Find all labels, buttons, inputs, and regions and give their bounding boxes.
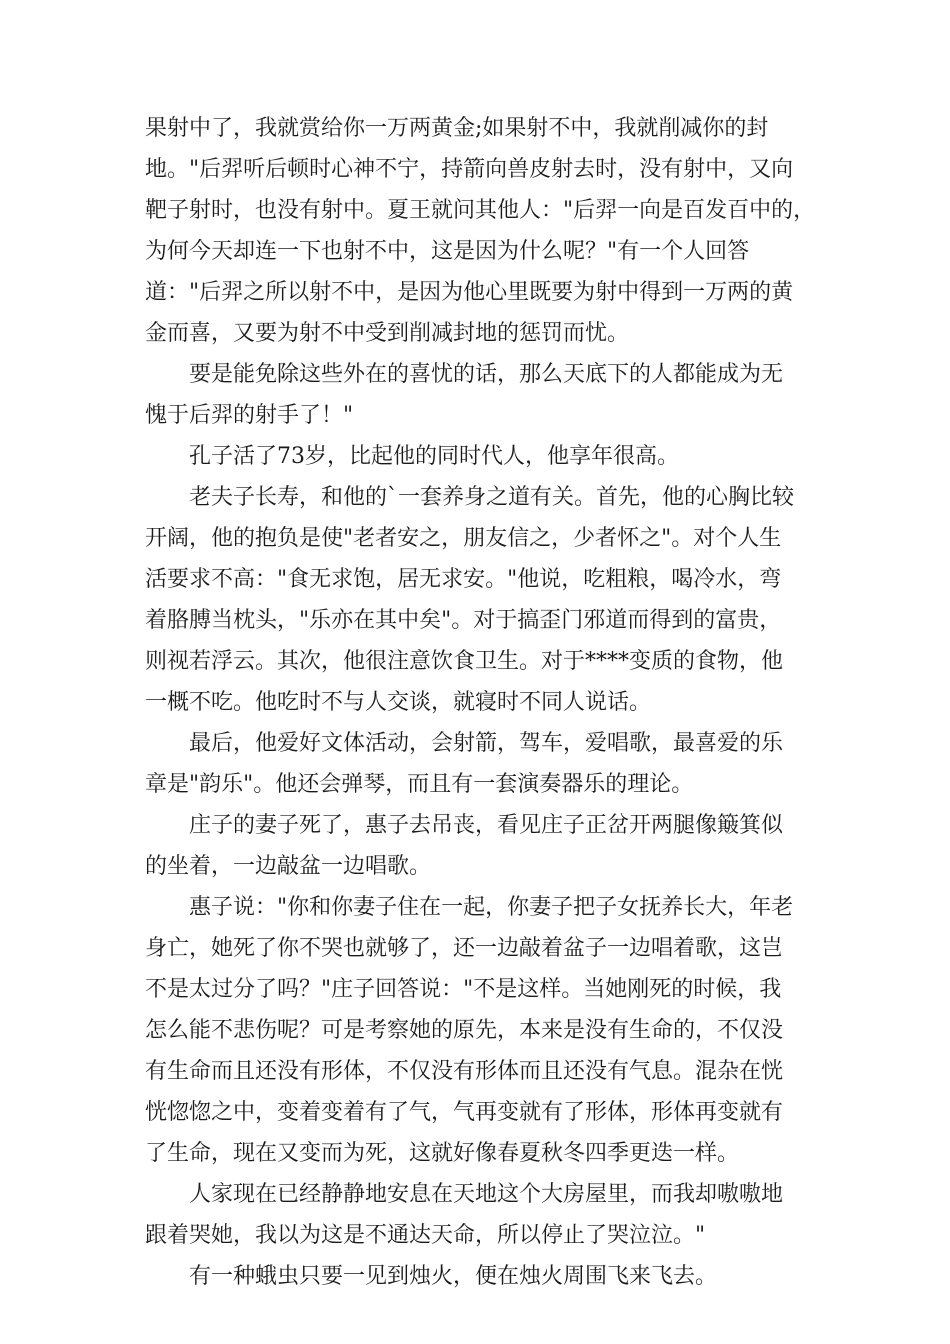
text-line: 有生命而且还没有形体，不仅没有形体而且还没有气息。混杂在恍 [145, 1059, 784, 1084]
text-line: 地。"后羿听后顿时心神不宁，持箭向兽皮射去时，没有射中，又向 [145, 157, 794, 182]
paragraph-start-line: 人家现在已经静静地安息在天地这个大房屋里，而我却嗷嗷地 [189, 1182, 784, 1207]
text-line: 身亡，她死了你不哭也就够了，还一边敲着盆子一边唱着歌，这岂 [145, 936, 784, 961]
paragraph-start-line: 最后，他爱好文体活动，会射箭，驾车，爱唱歌，最喜爱的乐 [189, 731, 784, 756]
paragraph-start-line: 孔子活了73岁，比起他的同时代人，他享年很高。 [189, 444, 679, 469]
paragraph-start-line: 要是能免除这些外在的喜忧的话，那么天底下的人都能成为无 [189, 362, 784, 387]
text-line: 金而喜，又要为射不中受到削减封地的惩罚而忧。 [145, 321, 630, 346]
text-line: 一概不吃。他吃时不与人交谈，就寝时不同人说话。 [145, 690, 652, 715]
text-line: 章是"韵乐"。他还会弹琴，而且有一套演奏器乐的理论。 [145, 772, 694, 797]
text-line: 的坐着，一边敲盆一边唱歌。 [145, 854, 432, 879]
paragraph-start-line: 有一种蛾虫只要一见到烛火，便在烛火周围飞来飞去。 [189, 1264, 718, 1289]
paragraph-start-line: 庄子的妻子死了，惠子去吊丧，看见庄子正岔开两腿像簸箕似 [189, 813, 784, 838]
text-line: 怎么能不悲伤呢？可是考察她的原先，本来是没有生命的，不仅没 [145, 1018, 784, 1043]
document-body [145, 108, 816, 1297]
text-line: 为何今天却连一下也射不中，这是因为什么呢？"有一个人回答 [145, 239, 750, 264]
text-line: 靶子射时，也没有射中。夏王就问其他人："后羿一向是百发百中的， [145, 198, 816, 223]
text-line: 恍惚惚之中，变着变着有了气，气再变就有了形体，形体再变就有 [145, 1100, 784, 1125]
text-line: 活要求不高："食无求饱，居无求安。"他说，吃粗粮，喝冷水，弯 [145, 567, 782, 592]
text-line: 了生命，现在又变而为死，这就好像春夏秋冬四季更迭一样。 [145, 1141, 740, 1166]
text-line: 不是太过分了吗？"庄子回答说："不是这样。当她刚死的时候，我 [145, 977, 782, 1002]
text-line: 着胳膊当枕头，"乐亦在其中矣"。对于搞歪门邪道而得到的富贵， [145, 608, 782, 633]
text-line: 果射中了，我就赏给你一万两黄金;如果射不中，我就削减你的封 [145, 116, 769, 141]
paragraph-start-line: 老夫子长寿，和他的`一套养身之道有关。首先，他的心胸比较 [189, 485, 795, 510]
text-line: 跟着哭她，我以为这是不通达天命，所以停止了哭泣泣。" [145, 1223, 706, 1248]
text-line: 愧于后羿的射手了！" [145, 403, 354, 428]
text-line: 则视若浮云。其次，他很注意饮食卫生。对于****变质的食物，他 [145, 649, 784, 674]
text-line: 开阔，他的抱负是使"老者安之，朋友信之，少者怀之"。对个人生 [145, 526, 782, 551]
paragraph-start-line: 惠子说："你和你妻子住在一起，你妻子把子女抚养长大，年老 [189, 895, 794, 920]
text-line: 道："后羿之所以射不中，是因为他心里既要为射中得到一万两的黄 [145, 280, 794, 305]
